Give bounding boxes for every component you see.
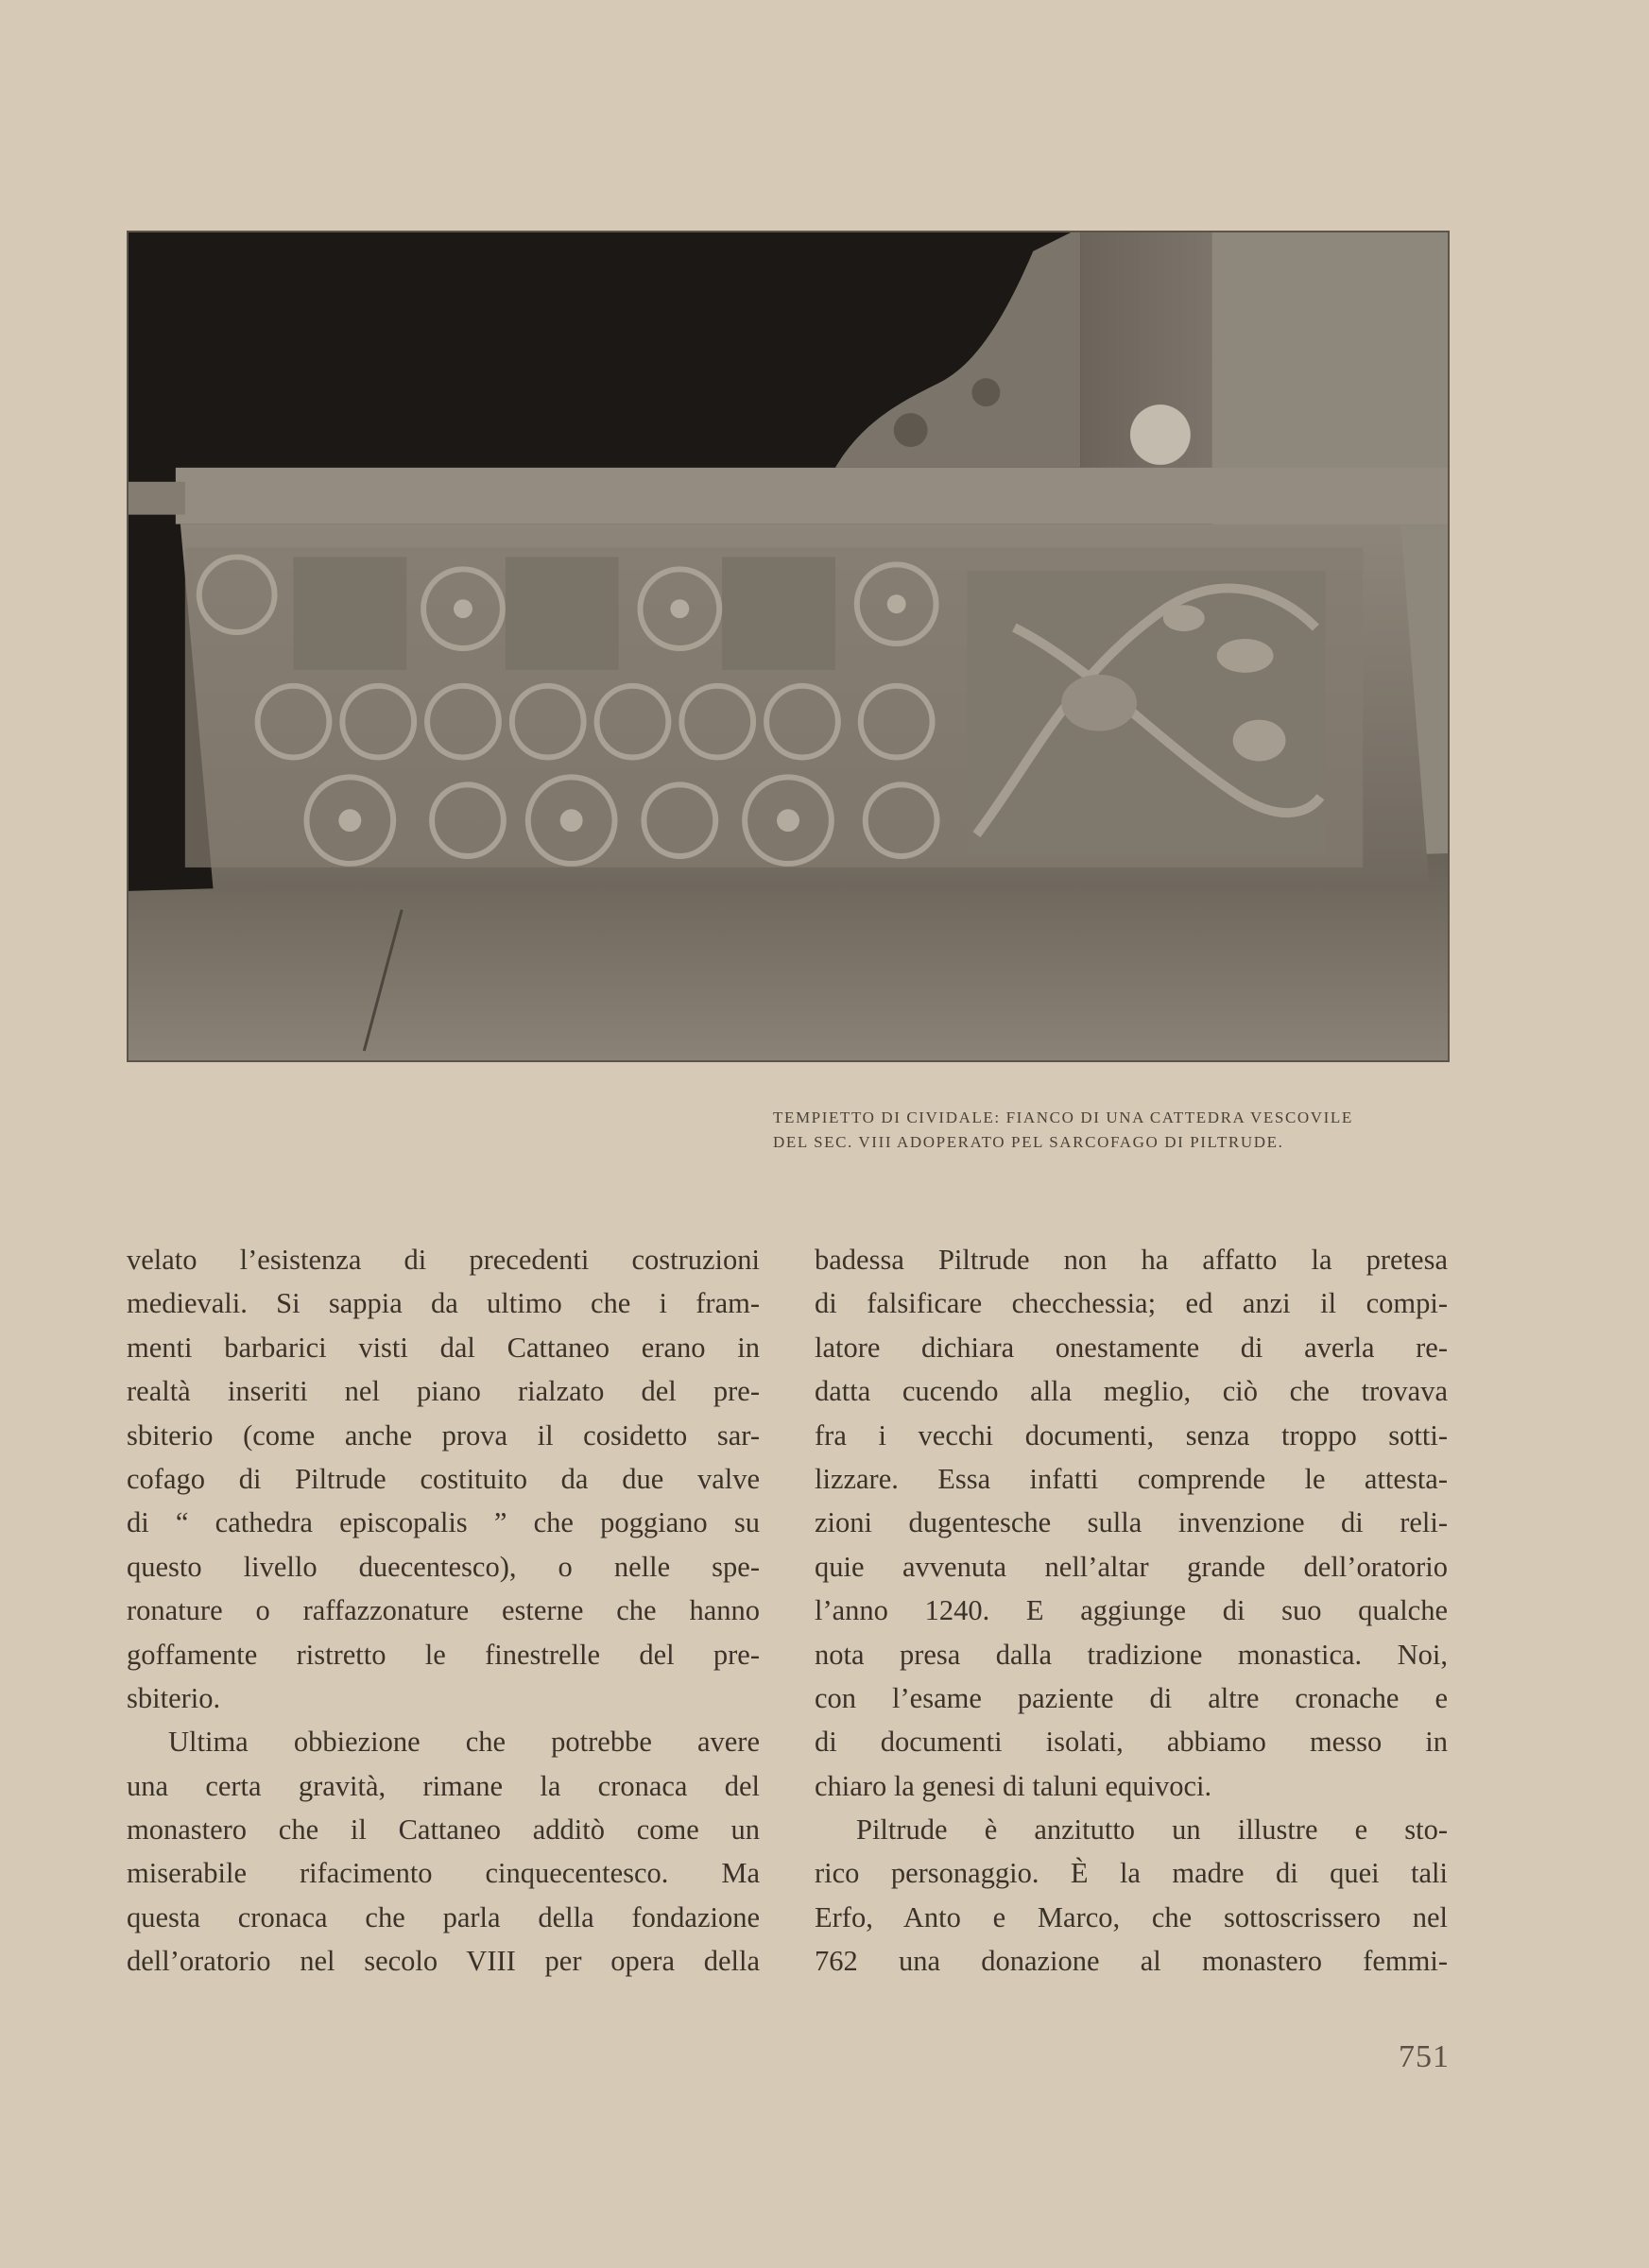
sarcophagus-photo (127, 231, 1450, 1062)
text-line: velato l’esistenza di precedenti costruzioni (127, 1244, 760, 1276)
text-line: una certa gravità, rimane la cronaca del (127, 1769, 760, 1802)
text-line: questa cronaca che parla della fondazione (127, 1900, 760, 1933)
text-line: menti barbarici visti dal Cattaneo erano in (127, 1331, 760, 1364)
text-line: latore dichiara onestamente di averla re- (815, 1331, 1448, 1364)
caption-line-1: TEMPIETTO DI CIVIDALE: FIANCO DI UNA CATTEDRA VESCOVILE (773, 1108, 1353, 1126)
text-line: Ultima obbiezione che potrebbe avere (168, 1726, 760, 1759)
text-line: realtà inseriti nel piano rialzato del pre- (127, 1375, 760, 1408)
text-line: fra i vecchi documenti, senza troppo sotti- (815, 1418, 1448, 1452)
text-line: sbiterio. (127, 1681, 221, 1714)
text-line: nota presa dalla tradizione monastica. Noi, (815, 1638, 1448, 1671)
text-line: goffamente ristretto le finestrelle del pre- (127, 1638, 760, 1671)
text-line: di falsificare checchessia; ed anzi il compi- (815, 1287, 1448, 1320)
text-line: con l’esame paziente di altre cronache e (815, 1681, 1448, 1714)
text-line: di “ cathedra episcopalis ” che poggiano su (127, 1506, 760, 1539)
text-line: cofago di Piltrude costituito da due valve (127, 1462, 760, 1495)
right-text-column (815, 1238, 1448, 1984)
text-line: zioni dugentesche sulla invenzione di reli- (815, 1506, 1448, 1539)
text-line: lizzare. Essa infatti comprende le attesta- (815, 1462, 1448, 1495)
text-line: quie avvenuta nell’altar grande dell’oratorio (815, 1550, 1448, 1583)
sarcophagus-photo-image (129, 232, 1448, 1060)
text-line: medievali. Si sappia da ultimo che i fram- (127, 1287, 760, 1320)
text-line: chiaro la genesi di taluni equivoci. (815, 1769, 1212, 1802)
text-line: dell’oratorio nel secolo VIII per opera della (127, 1945, 760, 1978)
caption-line-2: DEL SEC. VIII ADOPERATO PEL SARCOFAGO DI PILTRUDE. (773, 1133, 1284, 1151)
page-number: 751 (1399, 2039, 1450, 2074)
text-line: monastero che il Cattaneo additò come un (127, 1813, 760, 1847)
photo-caption (773, 1106, 1453, 1155)
text-line: datta cucendo alla meglio, ciò che trovava (815, 1375, 1448, 1408)
text-line: questo livello duecentesco), o nelle spe- (127, 1550, 760, 1583)
text-line: di documenti isolati, abbiamo messo in (815, 1726, 1448, 1759)
text-line: ronature o raffazzonature esterne che hanno (127, 1594, 760, 1627)
text-line: Erfo, Anto e Marco, che sottoscrissero nel (815, 1900, 1448, 1933)
text-line: Piltrude è anzitutto un illustre e sto- (856, 1813, 1448, 1847)
text-line: sbiterio (come anche prova il cosidetto sar- (127, 1418, 760, 1452)
text-line: 762 una donazione al monastero femmi- (815, 1945, 1448, 1978)
left-text-column (127, 1238, 760, 1984)
text-line: rico personaggio. È la madre di quei tali (815, 1857, 1448, 1890)
text-line: badessa Piltrude non ha affatto la pretesa (815, 1244, 1448, 1276)
text-line: l’anno 1240. E aggiunge di suo qualche (815, 1594, 1448, 1627)
text-line: miserabile rifacimento cinquecentesco. Ma (127, 1857, 760, 1890)
